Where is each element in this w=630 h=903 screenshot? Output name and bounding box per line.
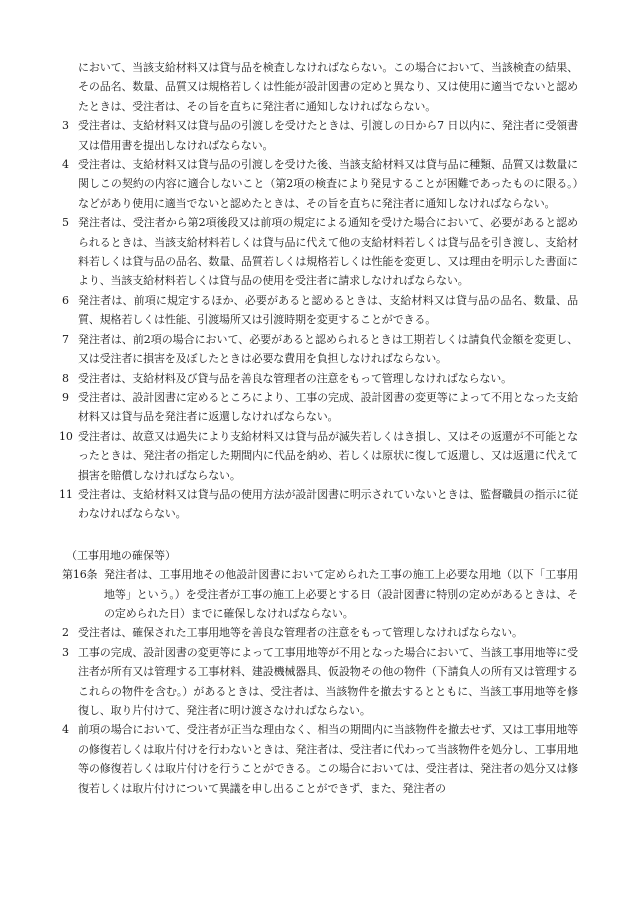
item-number: 9: [62, 390, 69, 404]
item-number: 8: [62, 371, 69, 385]
item-number: 4: [62, 158, 69, 172]
list-item: [62, 155, 578, 213]
item-number: 3: [62, 645, 69, 659]
item-text: 前項の場合において、受注者が正当な理由なく、相当の期間内に当該物件を撤去せず、又は工事用地等の修復若しくは取片付けを行わないときは、発注者は、受注者に代わって当該物件を処分し、工事用地等の修復若しくは取片付けを行うことができる。この場合においては、受注者は、発注者の処分又は修復若しくは取片付けについて異議を申し出ることができず、また、発注者の: [78, 723, 578, 795]
item-text: 受注者は、支給材料又は貸与品の引渡しを受けた後、当該支給材料又は貸与品に種類、品質又は数量に関しこの契約の内容に適合しないこと（第2項の検査により発見することが困難であったものに限る。）などがあり使用に適当でないと認めたときは、その旨を直ちに発注者に通知しなければならない。: [78, 158, 578, 210]
list-item: [62, 291, 578, 330]
item-number: 2: [62, 626, 69, 640]
continuation-paragraph: において、当該支給材料又は貸与品を検査しなければならない。この場合において、当該検査の結果、その品名、数量、品質又は規格若しくは性能が設計図書の定めと異なり、又は使用に適当でないと認めたときは、受注者は、その旨を直ちに発注者に通知しなければならない。: [78, 61, 578, 113]
list-item: [59, 427, 578, 485]
list-item: [62, 388, 578, 427]
article-item-list: [62, 623, 578, 798]
list-item: [62, 116, 578, 155]
list-item: [62, 369, 578, 388]
item-text: 受注者は、設計図書に定めるところにより、工事の完成、設計図書の変更等によって不用となった支給材料又は貸与品を発注者に返還しなければならない。: [78, 390, 578, 424]
document-body: [59, 58, 578, 798]
item-text: 発注者は、前項に規定するほか、必要があると認めるときは、支給材料又は貸与品の品名、数量、品質、規格若しくは性能、引渡場所又は引渡時期を変更することができる。: [78, 293, 578, 327]
item-text: 発注者は、受注者から第2項後段又は前項の規定による通知を受けた場合において、必要があると認められるときは、当該支給材料若しくは貸与品に代えて他の支給材料若しくは貸与品を引き渡し、支給材料若しくは貸与品の品名、数量、品質若しくは規格若しくは性能を変更し、又は理由を明示した書面により、当該支給材料若しくは貸与品の使用を受注者に請求しなければならない。: [78, 216, 578, 288]
list-item: [62, 213, 578, 291]
list-item: [62, 330, 578, 369]
item-number: 4: [62, 723, 69, 737]
item-number: 7: [62, 332, 69, 346]
item-number: 5: [62, 216, 69, 230]
article-text: 発注者は、工事用地その他設計図書において定められた工事の施工上必要な用地（以下「工事用地等」という。）を受注者が工事の施工上必要とする日（設計図書に特別の定めがあるときは、その定められた日）までに確保しなければならない。: [104, 568, 578, 620]
list-item: [59, 485, 578, 524]
item-text: 工事の完成、設計図書の変更等によって工事用地等が不用となった場合において、当該工事用地等に受注者が所有又は管理する工事材料、建設機械器具、仮設物その他の物件（下請負人の所有又は管理するこれらの物件を含む。）があるときは、受注者は、当該物件を撤去するとともに、当該工事用地等を修復し、取り片付けて、発注者に明け渡さなければならない。: [78, 645, 578, 717]
list-item: [62, 643, 578, 721]
item-number: 11: [59, 487, 73, 501]
item-list: [59, 116, 578, 524]
article-number: 第16条: [62, 568, 98, 582]
item-text: 発注者は、前2項の場合において、必要があると認められるときは工期若しくは請負代金額を変更し、又は受注者に損害を及ぼしたときは必要な費用を負担しなければならない。: [78, 332, 578, 366]
item-text: 受注者は、支給材料又は貸与品の使用方法が設計図書に明示されていないときは、監督職員の指示に従わなければならない。: [78, 487, 578, 521]
item-text: 受注者は、確保された工事用地等を善良な管理者の注意をもって管理しなければならない。: [78, 626, 523, 640]
article-16: [62, 565, 578, 623]
item-number: 3: [62, 119, 69, 133]
item-text: 受注者は、故意又は過失により支給材料又は貸与品が滅失若しくはき損し、又はその返還が不可能となったときは、発注者の指定した期間内に代品を納め、若しくは原状に復して返還し、又は返還に代えて損害を賠償しなければならない。: [78, 429, 578, 482]
list-item: [62, 623, 578, 642]
item-number: 6: [62, 293, 69, 307]
section-heading: （工事用地の確保等）: [66, 548, 176, 562]
item-text: 受注者は、支給材料又は貸与品の引渡しを受けたときは、引渡しの日から7 日以内に、発注者に受領書又は借用書を提出しなければならない。: [78, 119, 578, 152]
list-item: [62, 720, 578, 798]
item-text: 受注者は、支給材料及び貸与品を善良な管理者の注意をもって管理しなければならない。: [78, 371, 512, 385]
item-number: 10: [59, 429, 73, 443]
